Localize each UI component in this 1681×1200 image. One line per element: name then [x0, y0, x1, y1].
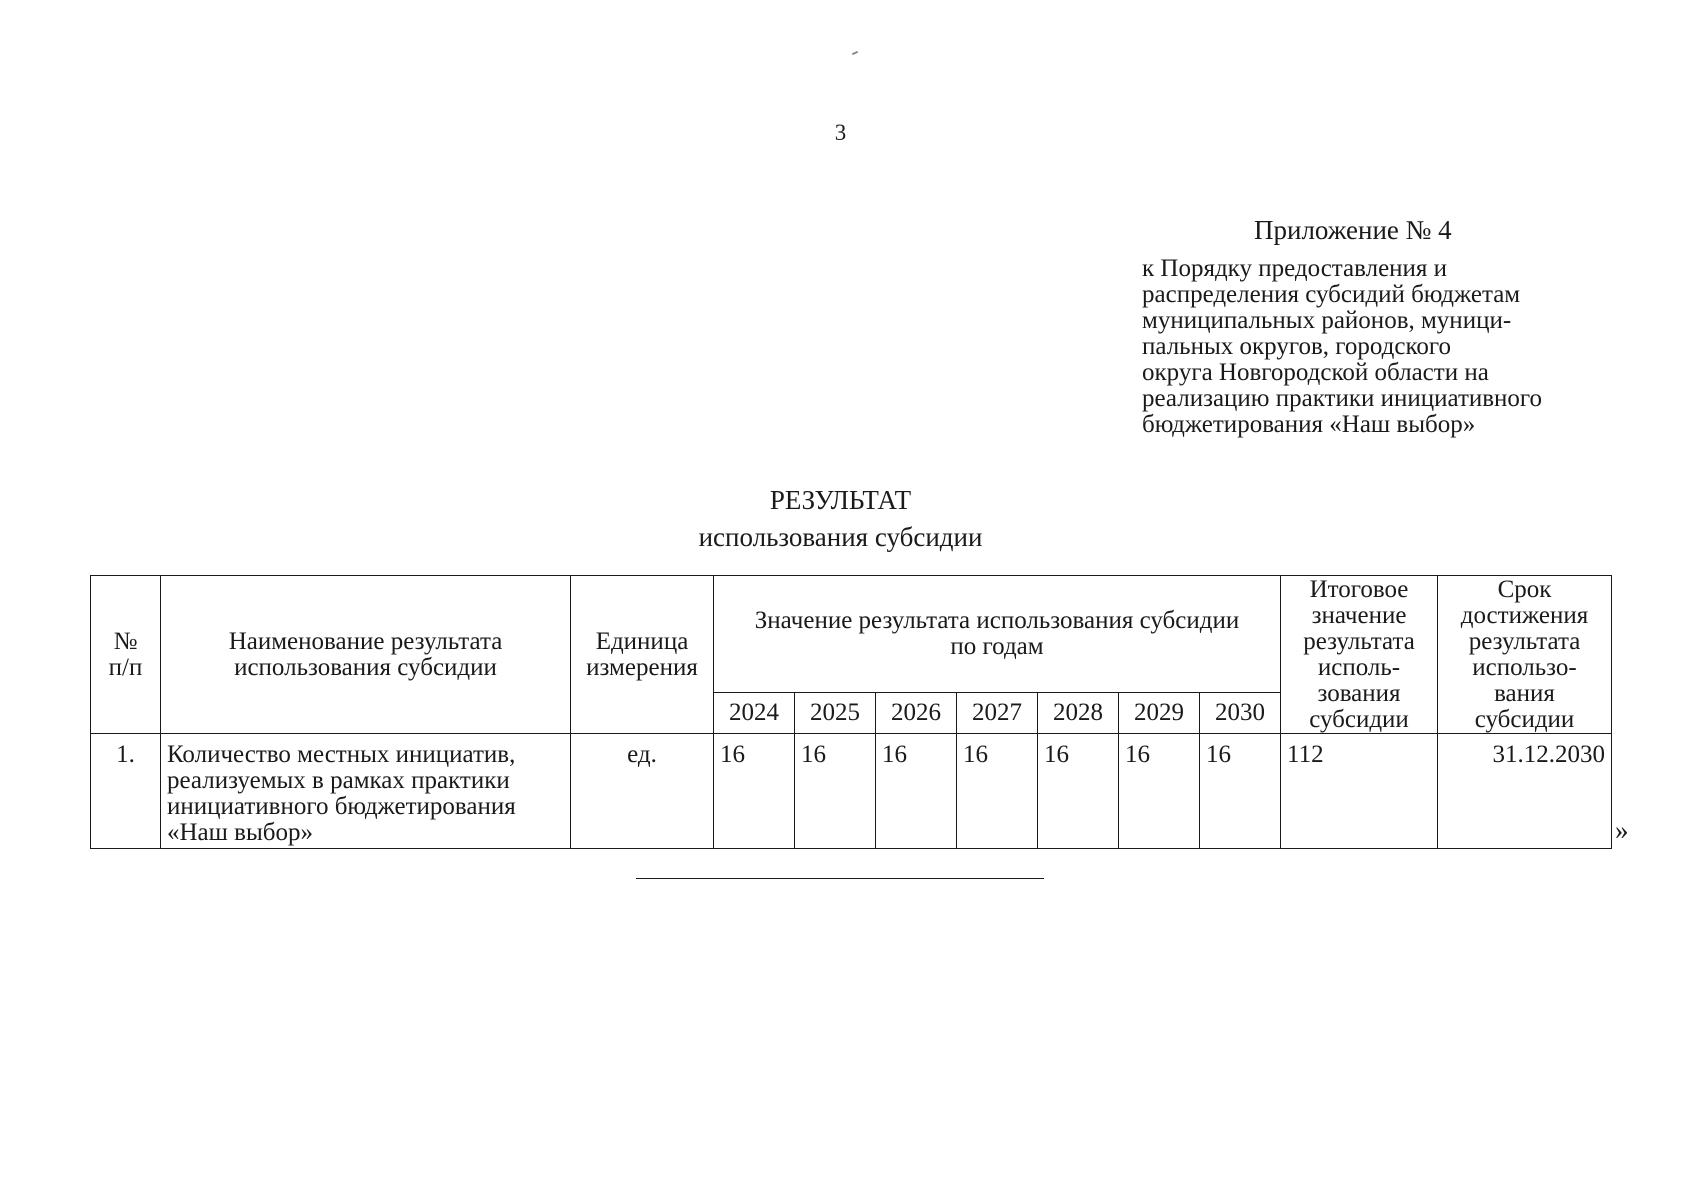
header-year: 2024 [714, 693, 795, 734]
header-total: Итоговое значение результата исполь- зования субсидии [1281, 576, 1438, 734]
table-header-row [91, 576, 1612, 693]
results-table [90, 575, 1612, 849]
cell-value: 16 [1119, 734, 1200, 849]
appendix-block [1142, 215, 1622, 438]
cell-name: Количество местных инициатив, реализуемых в рамках практики инициативного бюджетирования «Наш выбор» [161, 734, 571, 849]
cell-total: 112 [1281, 734, 1438, 849]
cell-unit: ед. [571, 734, 714, 849]
cell-deadline: 31.12.2030 [1438, 734, 1612, 849]
appendix-text: к Порядку предоставления и распределения субсидий бюджетам муниципальных районов, муници- пальных округов, городского округа Новгородской области на реализацию практики инициативного бюджетирования «Наш выбор» [1142, 255, 1543, 438]
header-year: 2027 [957, 693, 1038, 734]
header-year: 2028 [1038, 693, 1119, 734]
cell-value: 16 [1038, 734, 1119, 849]
cell-value: 16 [714, 734, 795, 849]
cell-num: 1. [91, 734, 161, 849]
cell-value: 16 [795, 734, 876, 849]
cell-value: 16 [957, 734, 1038, 849]
header-num: № п/п [91, 576, 161, 734]
header-year: 2029 [1119, 693, 1200, 734]
cell-value: 16 [876, 734, 957, 849]
header-name: Наименование результата использования субсидии [161, 576, 571, 734]
header-year: 2025 [795, 693, 876, 734]
cell-value: 16 [1200, 734, 1281, 849]
header-unit: Единица измерения [571, 576, 714, 734]
header-values-by-year: Значение результата использования субсидии по годам [714, 576, 1281, 693]
page-number: 3 [834, 120, 847, 145]
document-subtitle: использования субсидии [698, 522, 983, 552]
scan-speck [852, 51, 858, 55]
closing-quote: » [1615, 815, 1629, 845]
header-year: 2026 [876, 693, 957, 734]
header-year: 2030 [1200, 693, 1281, 734]
header-deadline: Срок достижения результата использо- вания субсидии [1438, 576, 1612, 734]
document-title: РЕЗУЛЬТАТ [769, 485, 912, 515]
appendix-title: Приложение № 4 [1254, 215, 1452, 245]
table-row [91, 734, 1612, 849]
bottom-separator-line [636, 878, 1044, 879]
